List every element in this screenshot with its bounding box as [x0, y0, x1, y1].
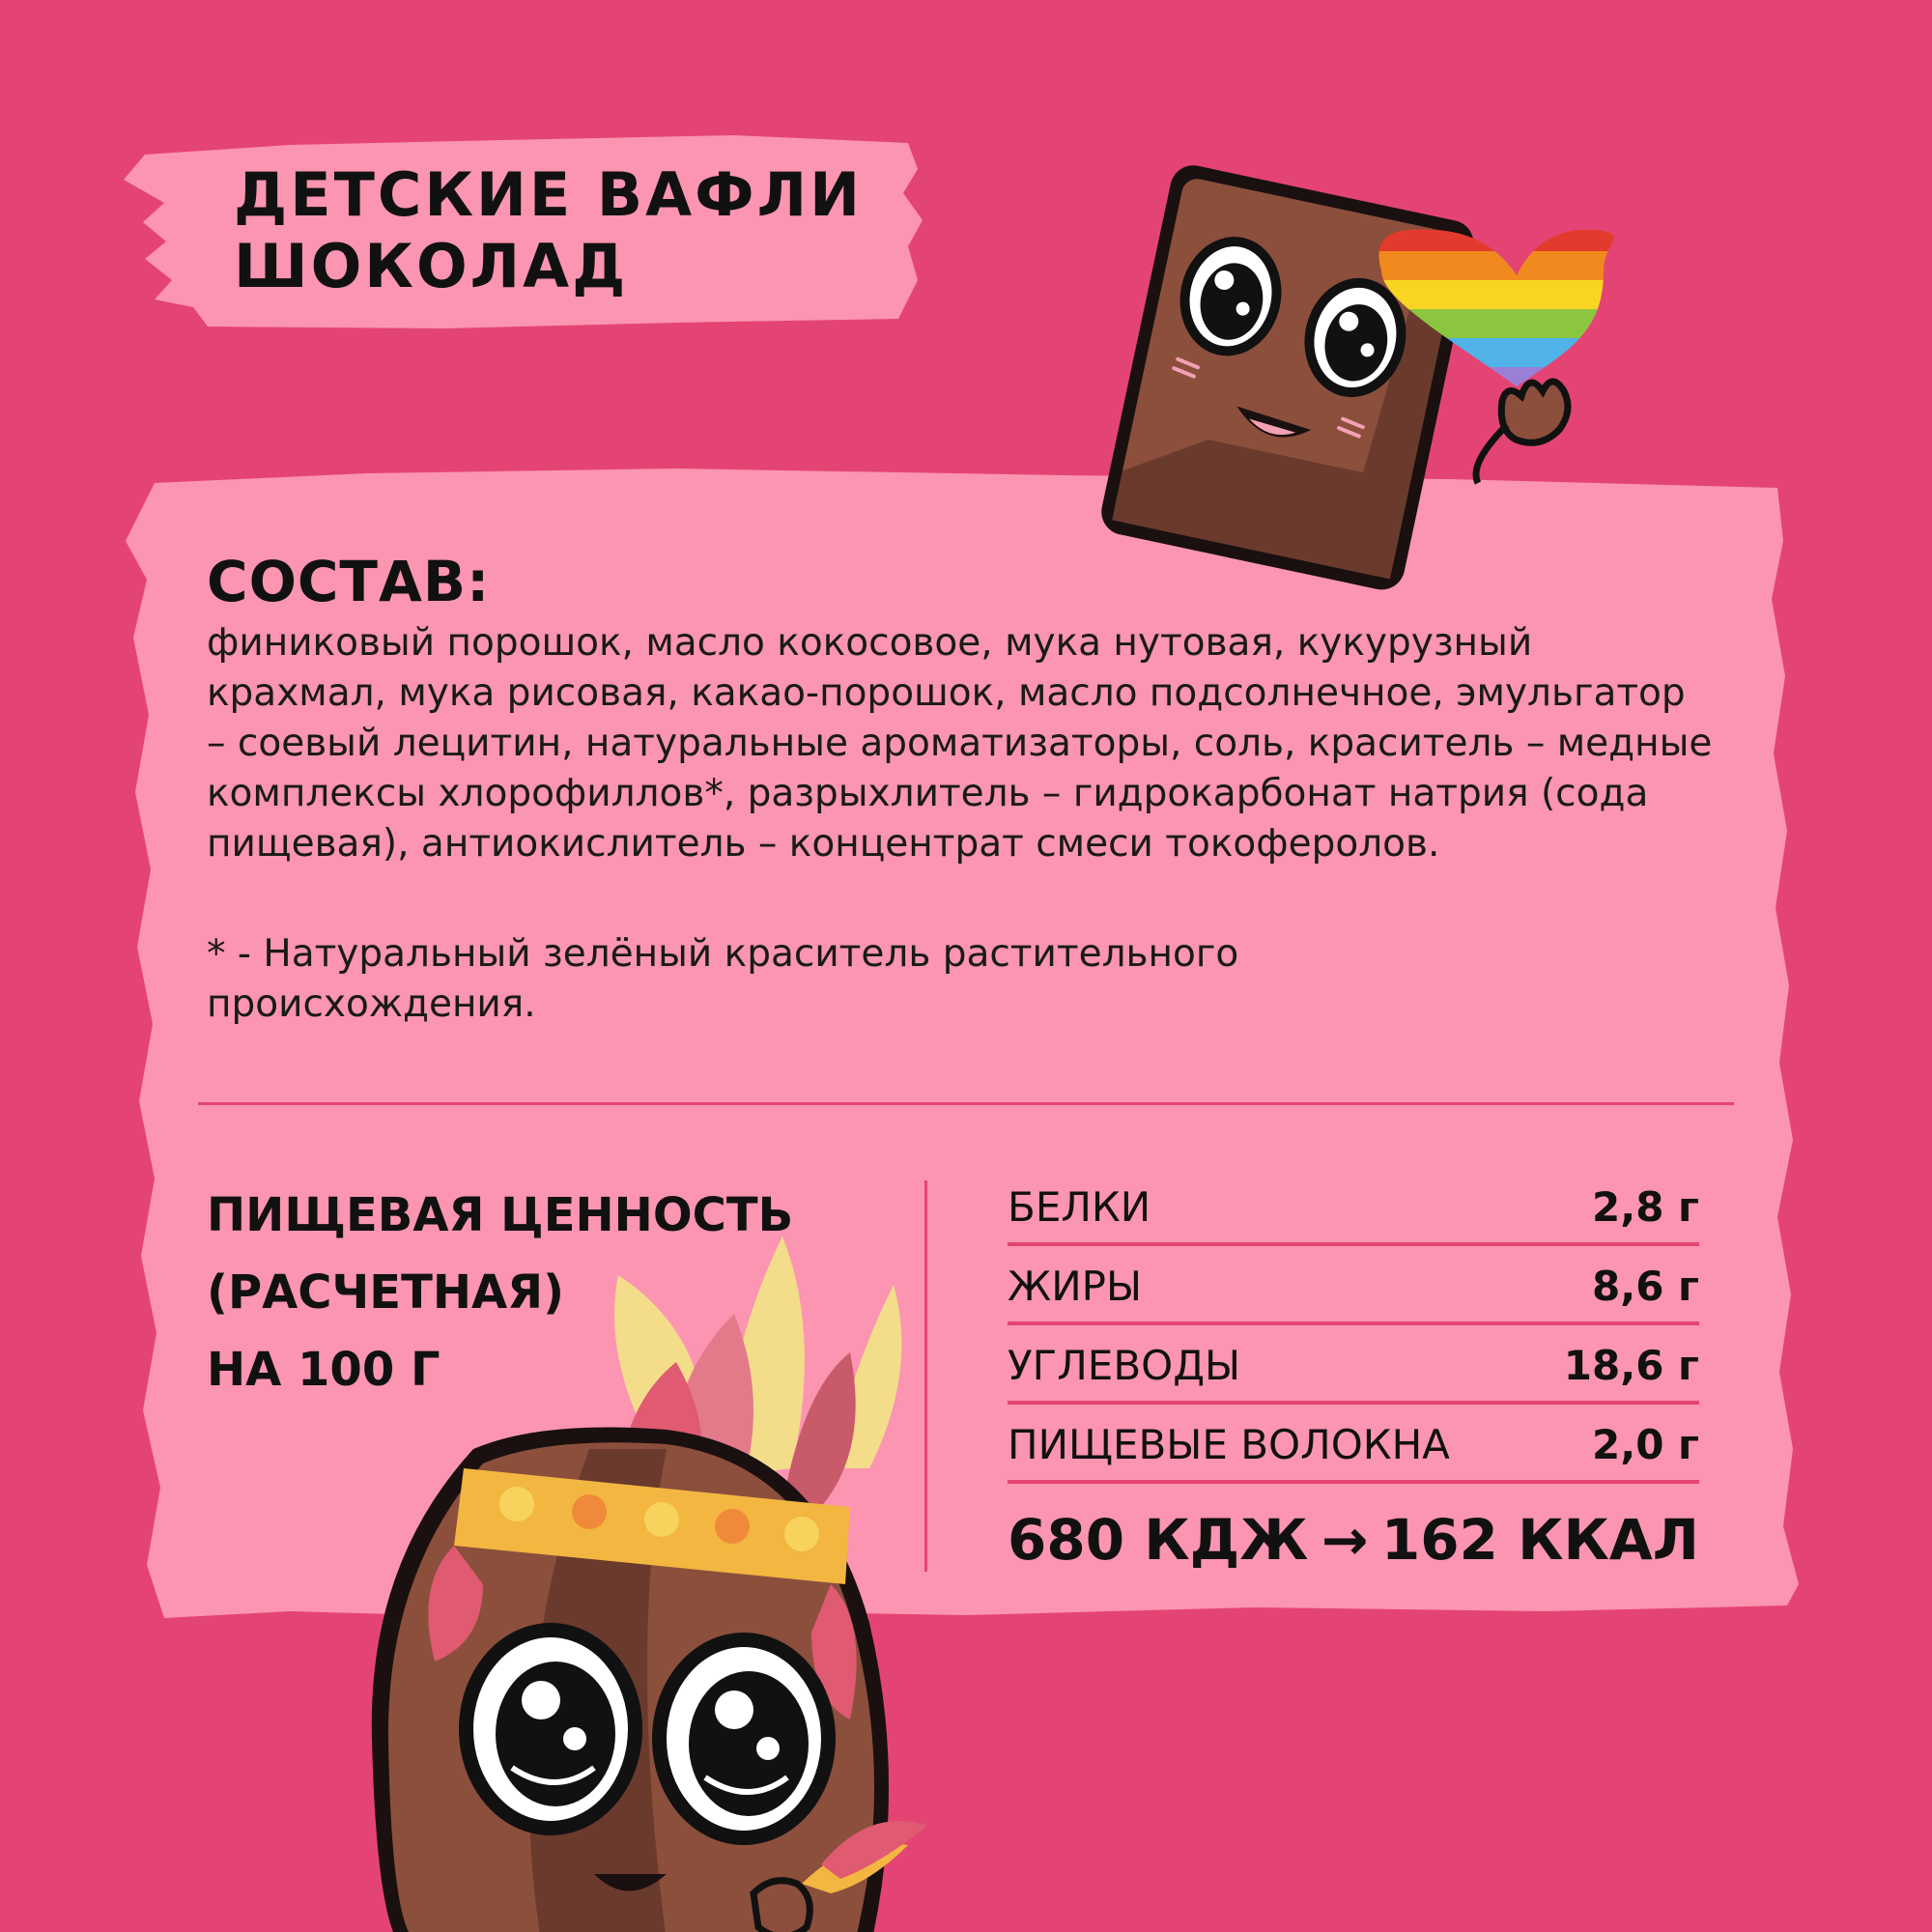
energy-kcal: 162 ККАЛ: [1380, 1507, 1699, 1573]
ingredients-footnote: * - Натуральный зелёный краситель растительного происхождения.: [207, 932, 1239, 1026]
nutrition-name: УГЛЕВОДЫ: [1008, 1341, 1241, 1389]
nutrition-value: 2,0 г: [1592, 1420, 1699, 1468]
energy-kj: 680 КДЖ: [1008, 1507, 1309, 1573]
ingredients-text: финиковый порошок, масло кокосовое, мука нутовая, кукурузный крахмал, мука рисовая, какао-порошок, масло подсолнечное, эмульгатор – соевый лецитин, натуральные ароматизаторы, соль, краситель – медные комплексы хлорофиллов*, разрыхлитель – гидрокарбонат натрия (сода пищевая), антиокислитель – концентрат смеси токоферолов.: [207, 621, 1713, 866]
nutrition-title-line-3: НА 100 Г: [207, 1343, 440, 1397]
nutrition-title-line-2: (РАСЧЕТНАЯ): [207, 1265, 565, 1320]
arrow-icon: →: [1321, 1507, 1369, 1573]
nutrition-name: ЖИРЫ: [1008, 1262, 1143, 1310]
nutrition-value: 8,6 г: [1592, 1262, 1699, 1310]
nutrition-value: 18,6 г: [1563, 1341, 1699, 1389]
title-line-2: ШОКОЛАД: [234, 231, 629, 301]
nutrition-value: 2,8 г: [1592, 1182, 1699, 1231]
nutrition-name: ПИЩЕВЫЕ ВОЛОКНА: [1008, 1420, 1450, 1468]
title-line-1: ДЕТСКИЕ ВАФЛИ: [234, 159, 863, 230]
composition-heading: СОСТАВ:: [207, 549, 491, 614]
nutrition-title-line-1: ПИЩЕВАЯ ЦЕННОСТЬ: [207, 1188, 794, 1242]
nutrition-name: БЕЛКИ: [1008, 1182, 1151, 1231]
